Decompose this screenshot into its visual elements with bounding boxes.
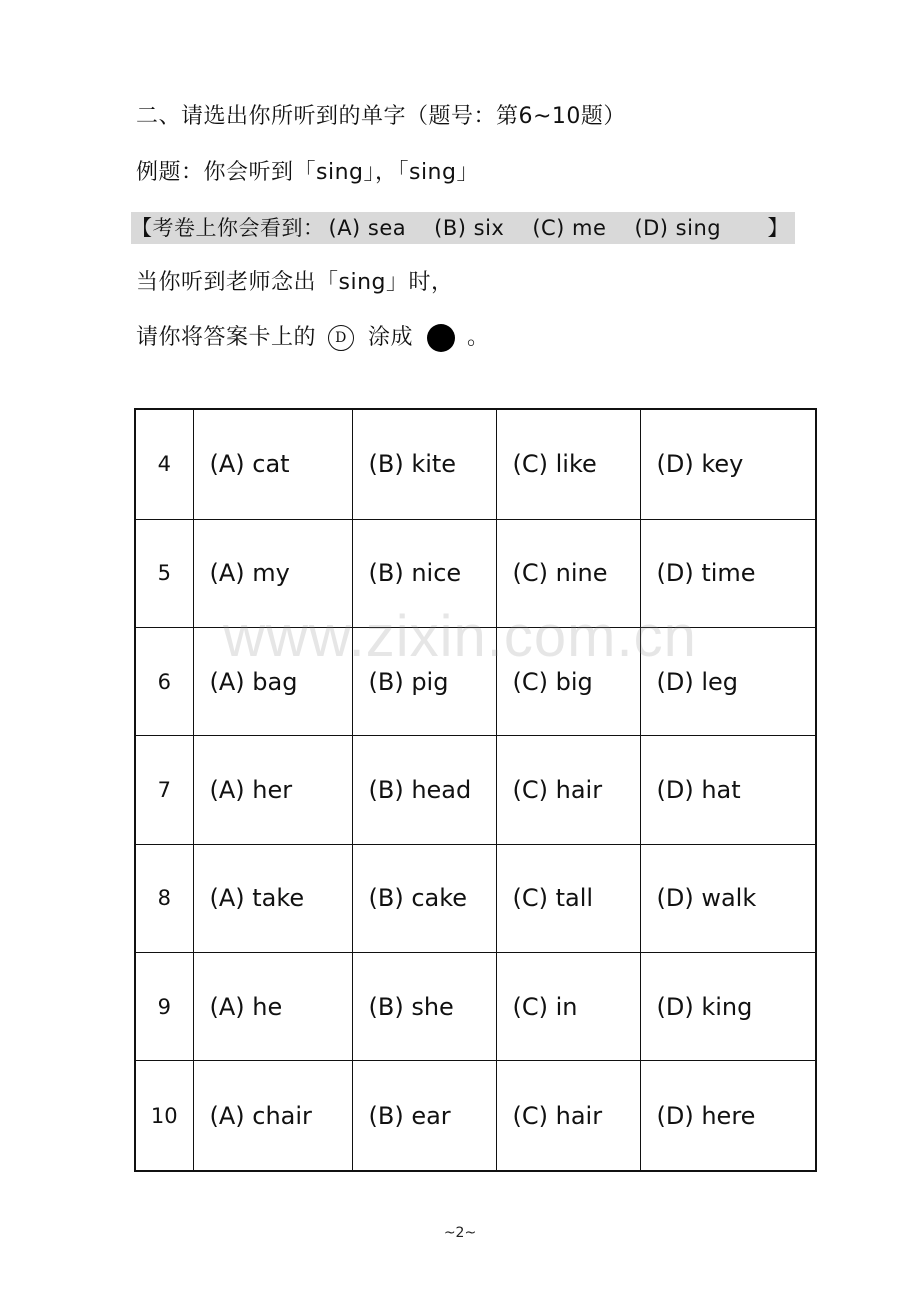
question-table: [134, 408, 817, 1172]
option-c: (C) hair: [496, 736, 640, 844]
exam-option-d: (D) sing: [634, 216, 722, 240]
option-c: (C) nine: [496, 519, 640, 627]
question-number: 5: [135, 519, 193, 627]
option-b: (B) head: [352, 736, 496, 844]
option-d: (D) key: [640, 409, 816, 519]
option-b: (B) kite: [352, 409, 496, 519]
option-d: (D) hat: [640, 736, 816, 844]
option-b: (B) nice: [352, 519, 496, 627]
exam-option-b: (B) six: [434, 216, 505, 240]
table-row: [135, 952, 816, 1060]
option-a: (A) bag: [193, 628, 352, 736]
option-c: (C) in: [496, 952, 640, 1060]
table-row: [135, 844, 816, 952]
option-d: (D) here: [640, 1061, 816, 1171]
exam-example-label: 【考卷上你会看到：: [131, 216, 325, 240]
section-heading: 二、请选出你所听到的单字（题号：第6~10题）: [136, 104, 626, 129]
circled-d-icon: D: [328, 325, 354, 351]
option-a: (A) take: [193, 844, 352, 952]
example-line: 例题：你会听到「sing」，「sing」: [136, 160, 479, 185]
question-number: 9: [135, 952, 193, 1060]
option-a: (A) he: [193, 952, 352, 1060]
option-d: (D) king: [640, 952, 816, 1060]
option-b: (B) pig: [352, 628, 496, 736]
option-a: (A) cat: [193, 409, 352, 519]
option-c: (C) like: [496, 409, 640, 519]
watermark: www.zixin.com.cn: [223, 604, 697, 669]
when-line: 当你听到老师念出「sing」时，: [136, 270, 454, 295]
exam-example-box: [131, 212, 795, 244]
option-b: (B) she: [352, 952, 496, 1060]
option-d: (D) time: [640, 519, 816, 627]
question-number: 4: [135, 409, 193, 519]
exam-option-a: (A) sea: [328, 216, 407, 240]
question-number: 8: [135, 844, 193, 952]
fill-suffix: 。: [467, 325, 490, 350]
option-b: (B) ear: [352, 1061, 496, 1171]
table-row: [135, 409, 816, 519]
option-a: (A) my: [193, 519, 352, 627]
table-row: [135, 736, 816, 844]
fill-middle: 涂成: [368, 325, 414, 350]
question-number: 7: [135, 736, 193, 844]
table-row: [135, 519, 816, 627]
question-number: 6: [135, 628, 193, 736]
table-row: [135, 628, 816, 736]
option-d: (D) walk: [640, 844, 816, 952]
option-a: (A) chair: [193, 1061, 352, 1171]
option-a: (A) her: [193, 736, 352, 844]
option-b: (B) cake: [352, 844, 496, 952]
option-c: (C) hair: [496, 1061, 640, 1171]
fill-instruction: [136, 323, 490, 353]
table-row: [135, 1061, 816, 1171]
page-number: ~2~: [443, 1225, 477, 1241]
option-d: (D) leg: [640, 628, 816, 736]
option-c: (C) big: [496, 628, 640, 736]
filled-circle-icon: [427, 324, 455, 352]
exam-option-c: (C) me: [532, 216, 607, 240]
question-number: 10: [135, 1061, 193, 1171]
exam-example-close: 】: [767, 216, 789, 240]
option-c: (C) tall: [496, 844, 640, 952]
fill-prefix: 请你将答案卡上的: [136, 325, 317, 350]
